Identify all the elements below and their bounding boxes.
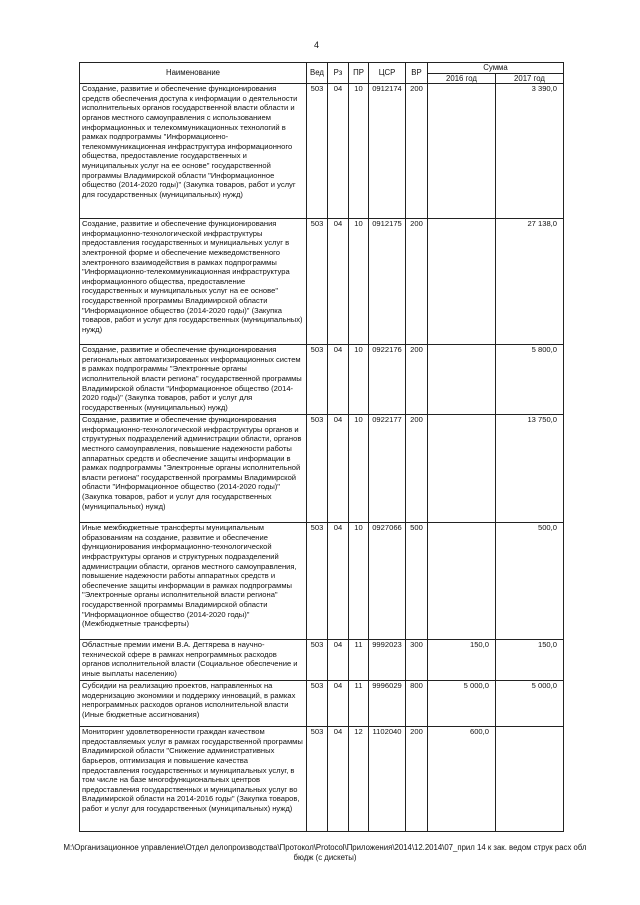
row-csr: 0922176 xyxy=(369,345,406,415)
row-vr: 200 xyxy=(406,415,428,523)
row-name: Субсидии на реализацию проектов, направленных на модернизацию экономики и поддержку инноваций, в рамках непрограммных расходов органов исполнительной власти (Иные бюджетные ассигнования) xyxy=(80,681,307,727)
row-vr: 200 xyxy=(406,219,428,345)
row-2017: 3 390,0 xyxy=(496,84,564,219)
table-row xyxy=(80,727,564,832)
budget-table xyxy=(79,62,564,832)
row-rz: 04 xyxy=(328,640,349,681)
row-ved: 503 xyxy=(307,345,328,415)
row-rz: 04 xyxy=(328,523,349,640)
row-pr: 10 xyxy=(349,415,369,523)
row-pr: 12 xyxy=(349,727,369,832)
row-2016: 5 000,0 xyxy=(428,681,496,727)
row-csr: 9996029 xyxy=(369,681,406,727)
header-name: Наименование xyxy=(80,63,307,84)
row-ved: 503 xyxy=(307,640,328,681)
row-rz: 04 xyxy=(328,415,349,523)
row-name: Создание, развитие и обеспечение функционирования информационно-технологической инфраструктуры органов и структурных подразделений администрации области, органов местного самоуправления, повышение надежности работы аппаратных средств и обеспечение защиты информации в рамках подпрограммы "Электронные органы исполнительной власти региона" государственной программы Владимирской области "Информационное общество (2014-2020 годы)" (Закупка товаров, работ и услуг для государственных (муниципальных) нужд) xyxy=(80,415,307,523)
row-name: Создание, развитие и обеспечение функционирования средств обеспечения доступа к информации о деятельности исполнительных органов государственной власти области и органов местного самоуправления с использованием информационных и телекоммуникационных технологий в рамках подпрограммы "Информационно-телекоммуникационная инфраструктура информационного общества, предоставление государственных и муниципальных услуг на ее основе" государственной программы Владимирской области "Информационное общество (2014-2020 годы)" (Закупка товаров, работ и услуг для государственных (муниципальных) нужд) xyxy=(80,84,307,219)
row-csr: 0912174 xyxy=(369,84,406,219)
row-2016 xyxy=(428,415,496,523)
row-name: Мониторинг удовлетворенности граждан качеством предоставляемых услуг в рамках государственной программы Владимирской области "Снижение административных барьеров, оптимизация и повышение качества предоставления государственных и муниципальных услуг, в том числе на базе многофункциональных центров предоставления государственных и муниципальных услуг во Владимирской области на 2014-2016 годы" (Закупка товаров, работ и услуг для государственных (муниципальных) нужд) xyxy=(80,727,307,832)
row-csr: 0922177 xyxy=(369,415,406,523)
row-vr: 200 xyxy=(406,345,428,415)
row-2016 xyxy=(428,345,496,415)
row-rz: 04 xyxy=(328,219,349,345)
table-row xyxy=(80,681,564,727)
row-pr: 10 xyxy=(349,523,369,640)
row-vr: 500 xyxy=(406,523,428,640)
row-ved: 503 xyxy=(307,681,328,727)
header-rz: Рз xyxy=(328,63,349,84)
row-csr: 9992023 xyxy=(369,640,406,681)
row-rz: 04 xyxy=(328,84,349,219)
row-2016: 600,0 xyxy=(428,727,496,832)
row-pr: 10 xyxy=(349,219,369,345)
row-rz: 04 xyxy=(328,345,349,415)
row-ved: 503 xyxy=(307,219,328,345)
row-vr: 200 xyxy=(406,84,428,219)
header-csr: ЦСР xyxy=(369,63,406,84)
row-csr: 0927066 xyxy=(369,523,406,640)
row-2016 xyxy=(428,219,496,345)
table-row xyxy=(80,415,564,523)
row-name: Областные премии имени В.А. Дегтярева в научно-технической сфере в рамках непрограммных расходов органов исполнительной власти (Социальное обеспечение и иные выплаты населению) xyxy=(80,640,307,681)
header-row xyxy=(80,63,564,74)
row-vr: 200 xyxy=(406,727,428,832)
row-vr: 300 xyxy=(406,640,428,681)
table-row xyxy=(80,523,564,640)
row-2017: 5 800,0 xyxy=(496,345,564,415)
row-name: Иные межбюджетные трансферты муниципальным образованиям на создание, развитие и обеспечение функционирования информационно-технологической инфраструктуры органов и структурных подразделений администрации области, органов местного самоуправления, повышение надежности работы аппаратных средств и обеспечение защиты информации в рамках подпрограммы "Электронные органы исполнительной власти региона" государственной программы Владимирской области "Информационное общество (2014-2020 годы)" (Межбюджетные трансферты) xyxy=(80,523,307,640)
header-vr: ВР xyxy=(406,63,428,84)
row-2017: 13 750,0 xyxy=(496,415,564,523)
header-pr: ПР xyxy=(349,63,369,84)
page-number: 4 xyxy=(314,40,320,50)
row-2017: 27 138,0 xyxy=(496,219,564,345)
row-ved: 503 xyxy=(307,727,328,832)
row-ved: 503 xyxy=(307,415,328,523)
row-name: Создание, развитие и обеспечение функционирования региональных автоматизированных информационных систем в рамках подпрограммы "Электронные органы исполнительной власти региона" государственной программы Владимирской области "Информационное общество (2014-2020 годы)" (Закупка товаров, работ и услуг для государственных (муниципальных) нужд) xyxy=(80,345,307,415)
header-2016: 2016 год xyxy=(428,73,496,84)
row-2017 xyxy=(496,727,564,832)
file-path-footer: M:\Организационное управление\Отдел делопроизводства\Протокол\Protocol\Приложения\2014\12.2014\07_прил 14 к зак. ведом струк расх обл бюдж (с дискеты) xyxy=(63,843,587,862)
row-2016 xyxy=(428,523,496,640)
row-pr: 10 xyxy=(349,84,369,219)
header-sum: Сумма xyxy=(428,63,564,74)
table-row xyxy=(80,84,564,219)
header-2017: 2017 год xyxy=(496,73,564,84)
row-ved: 503 xyxy=(307,84,328,219)
row-rz: 04 xyxy=(328,681,349,727)
row-pr: 10 xyxy=(349,345,369,415)
row-vr: 800 xyxy=(406,681,428,727)
row-2017: 150,0 xyxy=(496,640,564,681)
row-name: Создание, развитие и обеспечение функционирования информационно-технологической инфраструктуры предоставления государственных и мунициальных услуг в электронной форме и обеспечение межведомственного электронного взаимодействия в рамках подпрограммы "Информационно-телекоммуникационная инфраструктура информационного общества, предоставление государственных и муниципальных услуг на ее основе" государственной программы Владимирской области "Информационное общество (2014-2020 годы)" (Закупка товаров, работ и услуг для государственных (муниципальных) нужд) xyxy=(80,219,307,345)
table-row xyxy=(80,219,564,345)
row-ved: 503 xyxy=(307,523,328,640)
row-pr: 11 xyxy=(349,640,369,681)
row-2016 xyxy=(428,84,496,219)
row-rz: 04 xyxy=(328,727,349,832)
table-row xyxy=(80,640,564,681)
table-row xyxy=(80,345,564,415)
row-pr: 11 xyxy=(349,681,369,727)
row-2017: 500,0 xyxy=(496,523,564,640)
row-2017: 5 000,0 xyxy=(496,681,564,727)
row-2016: 150,0 xyxy=(428,640,496,681)
row-csr: 1102040 xyxy=(369,727,406,832)
row-csr: 0912175 xyxy=(369,219,406,345)
header-ved: Вед xyxy=(307,63,328,84)
